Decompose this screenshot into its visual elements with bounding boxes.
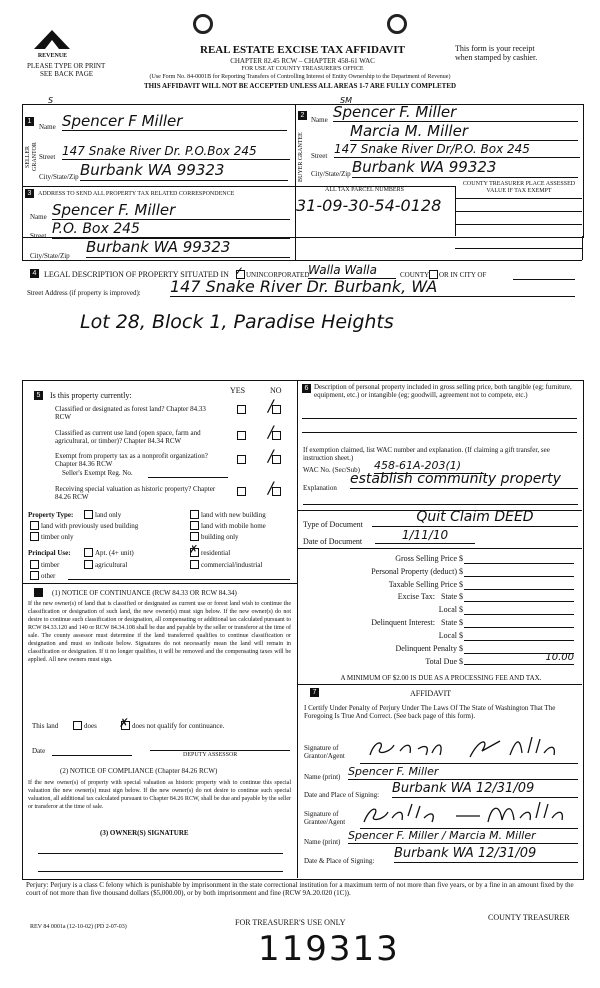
q-forest-land: Classified or designated as forest land? Chapter 84.33 RCW (55, 405, 206, 421)
q-historic-check: / (268, 478, 274, 497)
page-title: REAL ESTATE EXCISE TAX AFFIDAVIT (200, 44, 405, 56)
pt-land-mobile-label: land with mobile home (201, 522, 266, 530)
tax-corr-heading: ADDRESS TO SEND ALL PROPERTY TAX RELATED CORRESPONDENCE (38, 191, 235, 197)
q-forest-yes[interactable] (237, 405, 246, 414)
tax-corr-name-label: Name (30, 213, 47, 221)
continuance-body: If the new owner(s) of land that is classified or designated as current use or forest land wish to continue the classification or designation of such land, the new owner(s) must sign below. If the new owner(s) do not desire to continue such classification or designation, all compensating or additional tax calculated pursuant to RCW 84.33.120 and 140 or RCW 84.34.108 shall be due and payable by the seller or transferor at the time of sale. The county assessor must determine if the land transferred qualifies to continue classification or designation and must so indicate below. Signatures do not necessarily mean the land will remain in classification or designation. If it no longer qualifies, it will be removed and the compensating taxes will be applied. All new owners must sign. (28, 601, 291, 663)
grantee-sig-label: Signature of Grantee/Agent (304, 810, 346, 826)
q-exempt-check: / (268, 446, 274, 465)
exemption-text: If exemption claimed, list WAC number and explanation. (If claiming a gift transfer, see instruction sheet.) (303, 446, 550, 462)
revenue-logo (30, 28, 75, 58)
pt-land-prev-building-label: land with previously used building (41, 522, 139, 530)
amount-value (464, 631, 574, 641)
pu-residential-label: residential (201, 549, 231, 557)
principal-use-label: Principal Use: (28, 549, 71, 557)
amount-value (464, 567, 574, 577)
buyer-name-2: Marcia M. Miller (350, 122, 578, 141)
pu-residential-check: ✗ (189, 543, 199, 556)
amount-label: Delinquent Interest: State $ (371, 618, 463, 627)
form-number: REV 84 0001a (12-10-02) (PD 2-07-03) (30, 924, 127, 930)
grantee-date: Burbank WA 12/31/09 (394, 845, 578, 863)
buyer-name-label: Name (311, 116, 328, 124)
grantee-name: Spencer F. Miller / Marcia M. Miller (348, 829, 578, 844)
punch-hole-left (193, 14, 213, 34)
unincorporated-check-mark: ✓ (234, 264, 245, 278)
amount-label: Total Due $ (425, 657, 463, 666)
affidavit-certify: I Certify Under Penalty of Perjury Under The Laws Of The State of Washington That The Foregoing Is True And Correct. (See back page of this form). (304, 704, 556, 720)
compliance-body: If the new owner(s) of property with special valuation as historic property wish to continue this special valuation the new owner(s) must sign below. If the new owner(s) do not desire to continue such special valuation, all additional tax calculated pursuant to Chapter 84.26 RCW, shall be due and payable by the seller or transferor at the time of sale. (28, 780, 291, 810)
amount-value (464, 554, 574, 564)
grantee-date-label: Date & Place of Signing: (304, 857, 375, 865)
pt-land-only-checkbox[interactable] (84, 510, 93, 519)
continuance-heading: (1) NOTICE OF CONTINUANCE (RCW 84.33 OR RCW 84.34) (52, 589, 237, 597)
treasurer-use-label: FOR TREASURER'S USE ONLY (235, 918, 346, 927)
seller-margin-mark: S (48, 96, 54, 105)
buyer-name-1: Spencer F. Miller (333, 103, 578, 122)
parcel-heading: ALL TAX PARCEL NUMBERS (325, 187, 404, 193)
doc-type-label: Type of Document (303, 520, 363, 529)
grantor-date: Burbank WA 12/31/09 (392, 780, 578, 798)
explanation-value: establish community property (350, 471, 578, 489)
pt-land-only-label: land only (95, 511, 122, 519)
section-continuance-number (34, 588, 43, 597)
this-land-label: This land (32, 722, 59, 730)
continuance-date-label: Date (32, 747, 46, 755)
owners-signature-label: (3) OWNER(S) SIGNATURE (100, 829, 189, 837)
pu-other-label: other (41, 572, 56, 580)
section-6-number: 6 (302, 384, 311, 393)
tax-corr-street-label: Street (30, 232, 47, 240)
doc-date-label: Date of Document (303, 537, 363, 546)
parcel-number: 31-09-30-54-0128 (296, 196, 442, 215)
street-address-label: Street Address (if property is improved): (27, 289, 141, 297)
grantor-sig-label: Signature of Grantor/Agent (304, 744, 345, 760)
tax-corr-city-label: City/State/Zip (30, 252, 70, 260)
does-label: does (84, 722, 97, 730)
does-not-check: ✗ (119, 716, 130, 730)
section-3-number: 3 (25, 189, 34, 198)
pu-timber-checkbox[interactable] (30, 560, 39, 569)
chapter-ref: CHAPTER 82.45 RCW – CHAPTER 458-61 WAC (230, 57, 375, 65)
buyer-city: Burbank WA 99323 (352, 158, 578, 178)
unincorporated-label: UNINCORPORATED (246, 271, 310, 279)
section-5-number: 5 (34, 391, 43, 400)
amount-value (464, 580, 574, 590)
pu-apt-label: Apt. (4+ unit) (95, 549, 134, 557)
left-note-1: PLEASE TYPE OR PRINT (27, 62, 106, 70)
section-2-number: 2 (298, 111, 307, 120)
pu-commercial-label: commercial/industrial (201, 561, 263, 569)
tax-corr-name: Spencer F. Miller (52, 201, 290, 220)
legal-description: Lot 28, Block 1, Paradise Heights (80, 311, 394, 333)
receipt-note-1: This form is your receipt (455, 44, 535, 53)
amount-value (464, 605, 574, 615)
no-header: NO (270, 386, 282, 395)
revenue-logo-icon (30, 28, 75, 50)
legal-heading: LEGAL DESCRIPTION OF PROPERTY SITUATED IN (44, 270, 229, 279)
pu-timber-label: timber (41, 561, 60, 569)
seller-street: 147 Snake River Dr. P.O.Box 245 (62, 143, 290, 160)
deputy-assessor-label: DEPUTY ASSESSOR (183, 752, 238, 758)
street-address-value: 147 Snake River Dr. Burbank, WA (170, 277, 575, 297)
receipt-number: 119313 (258, 929, 400, 969)
pu-apt-checkbox[interactable] (84, 548, 93, 557)
does-checkbox[interactable] (73, 721, 82, 730)
amount-label: Local $ (438, 605, 463, 614)
q-current-check: / (268, 422, 274, 441)
seller-name-label: Name (39, 123, 56, 131)
pu-agricultural-checkbox[interactable] (84, 560, 93, 569)
seller-city-label: City/State/Zip (39, 173, 79, 181)
county-label: COUNTY (400, 271, 430, 279)
doc-type-value: Quit Claim DEED (372, 508, 578, 527)
q-historic-yes[interactable] (237, 487, 246, 496)
q-current-yes[interactable] (237, 431, 246, 440)
grantor-signature-image (360, 735, 578, 763)
doc-date-value: 1/11/10 (375, 528, 475, 544)
buyer-side-label: BUYER GRANTEE (298, 132, 304, 182)
pt-timber-label: timber only (41, 533, 74, 541)
amount-label: Delinquent Penalty $ (395, 644, 463, 653)
amount-label: Excise Tax: State $ (397, 592, 463, 601)
pu-commercial-checkbox[interactable] (190, 560, 199, 569)
pu-other-checkbox[interactable] (30, 571, 39, 580)
q-forest-check: / (268, 396, 274, 415)
q-exempt-yes[interactable] (237, 455, 246, 464)
affidavit-heading: AFFIDAVIT (410, 689, 452, 698)
section-4-number: 4 (30, 269, 39, 278)
seller-city: Burbank WA 99323 (80, 161, 288, 181)
does-not-label: does not qualify for continuance. (132, 722, 225, 730)
pt-land-new-building-checkbox[interactable] (190, 510, 199, 519)
grantor-signature (360, 735, 578, 764)
pt-building-only-label: building only (201, 533, 239, 541)
explanation-label: Explanation (303, 484, 337, 492)
section-7-number: 7 (310, 688, 319, 697)
grantee-signature (360, 800, 578, 829)
q-historic: Receiving special valuation as historic property? Chapter 84.26 RCW (55, 485, 216, 501)
pu-agricultural-label: agricultural (95, 561, 128, 569)
perjury-notice: Perjury: Perjury is a class C felony which is punishable by imprisonment in the state correctional institution for a maximum term of not more than five years, or by a fine in an amount fixed by the court of not more than five thousand dollars ($5,000.00), or by both imprisonment and fine (RCW 9A.20.020 (1C)). (26, 881, 574, 897)
sellers-exempt-label: Seller's Exempt Reg. No. (62, 469, 133, 477)
amount-label: Local $ (438, 631, 463, 640)
buyer-margin-mark: SM (340, 96, 352, 105)
county-value: Walla Walla (308, 263, 396, 279)
use-form-note: (Use Form No. 84-0001B for Reporting Transfers of Controlling Interest of Entity Ownership to the Department of Revenue) (149, 74, 451, 80)
warning-note: THIS AFFIDAVIT WILL NOT BE ACCEPTED UNLESS ALL AREAS 1-7 ARE FULLY COMPLETED (143, 82, 457, 90)
receipt-note-2: when stamped by cashier. (455, 53, 538, 62)
pt-land-prev-building-checkbox[interactable] (30, 521, 39, 530)
punch-hole-right (387, 14, 407, 34)
pt-land-mobile-checkbox[interactable] (190, 521, 199, 530)
buyer-city-label: City/State/Zip (311, 170, 351, 178)
tax-corr-city: Burbank WA 99323 (86, 238, 290, 258)
amount-value (464, 618, 574, 628)
yes-header: YES (230, 386, 246, 395)
buyer-street-label: Street (311, 152, 328, 160)
is-property-question: Is this property currently: (50, 391, 132, 400)
grantor-date-label: Date and Place of Signing: (304, 791, 380, 799)
revenue-logo-text: REVENUE (37, 53, 68, 59)
grantor-name: Spencer F. Miller (348, 765, 578, 780)
minimum-note: A MINIMUM OF $2.00 IS DUE AS A PROCESSING FEE AND TAX. (340, 674, 542, 682)
county-treasurer-label: COUNTY TREASURER (488, 913, 570, 922)
grantee-signature-image (360, 800, 578, 828)
seller-side-label: SELLER GRANTOR (25, 142, 38, 172)
pt-land-new-building-label: land with new building (201, 511, 266, 519)
city-label: OR IN CITY OF (439, 271, 487, 279)
wac-label: WAC No. (Sec/Sub) (303, 466, 360, 474)
amount-label: Gross Selling Price $ (395, 554, 463, 563)
amount-label: Taxable Selling Price $ (388, 580, 463, 589)
seller-street-label: Street (39, 153, 56, 161)
wac-value: 458-61A-203(1) (374, 459, 484, 474)
personal-property-desc: Description of personal property included in gross selling price, both tangible (eg; furniture, equipment, etc.) or intangible (eg; goodwill, agreement not to compete, etc.) (314, 383, 572, 399)
total-due-value: 10.00 (464, 651, 574, 665)
buyer-street: 147 Snake River Dr/P.O. Box 245 (334, 141, 580, 158)
seller-name: Spencer F Miller (62, 112, 287, 131)
grantee-name-label: Name (print) (304, 838, 341, 846)
left-note-2: SEE BACK PAGE (40, 70, 94, 78)
q-current-use: Classified as current use land (open space, farm and agricultural, or timber)? Chapter 84.34 RCW (55, 429, 201, 445)
section-1-number: 1 (25, 117, 34, 126)
pt-building-only-checkbox[interactable] (190, 532, 199, 541)
pt-timber-checkbox[interactable] (30, 532, 39, 541)
amount-label: Personal Property (deduct) $ (371, 567, 463, 576)
for-use-note: FOR USE AT COUNTY TREASURER'S OFFICE (241, 66, 364, 72)
tax-corr-street: P.O. Box 245 (52, 220, 290, 239)
q-exempt: Exempt from property tax as a nonprofit organization? Chapter 84.36 RCW (55, 452, 208, 468)
grantor-name-label: Name (print) (304, 773, 341, 781)
compliance-heading: (2) NOTICE OF COMPLIANCE (Chapter 84.26 RCW) (60, 767, 218, 775)
property-type-label: Property Type: (28, 511, 74, 519)
assessed-heading: COUNTY TREASURER PLACE ASSESSED VALUE IF TAX EXEMPT (462, 181, 576, 194)
amount-value (464, 592, 574, 602)
